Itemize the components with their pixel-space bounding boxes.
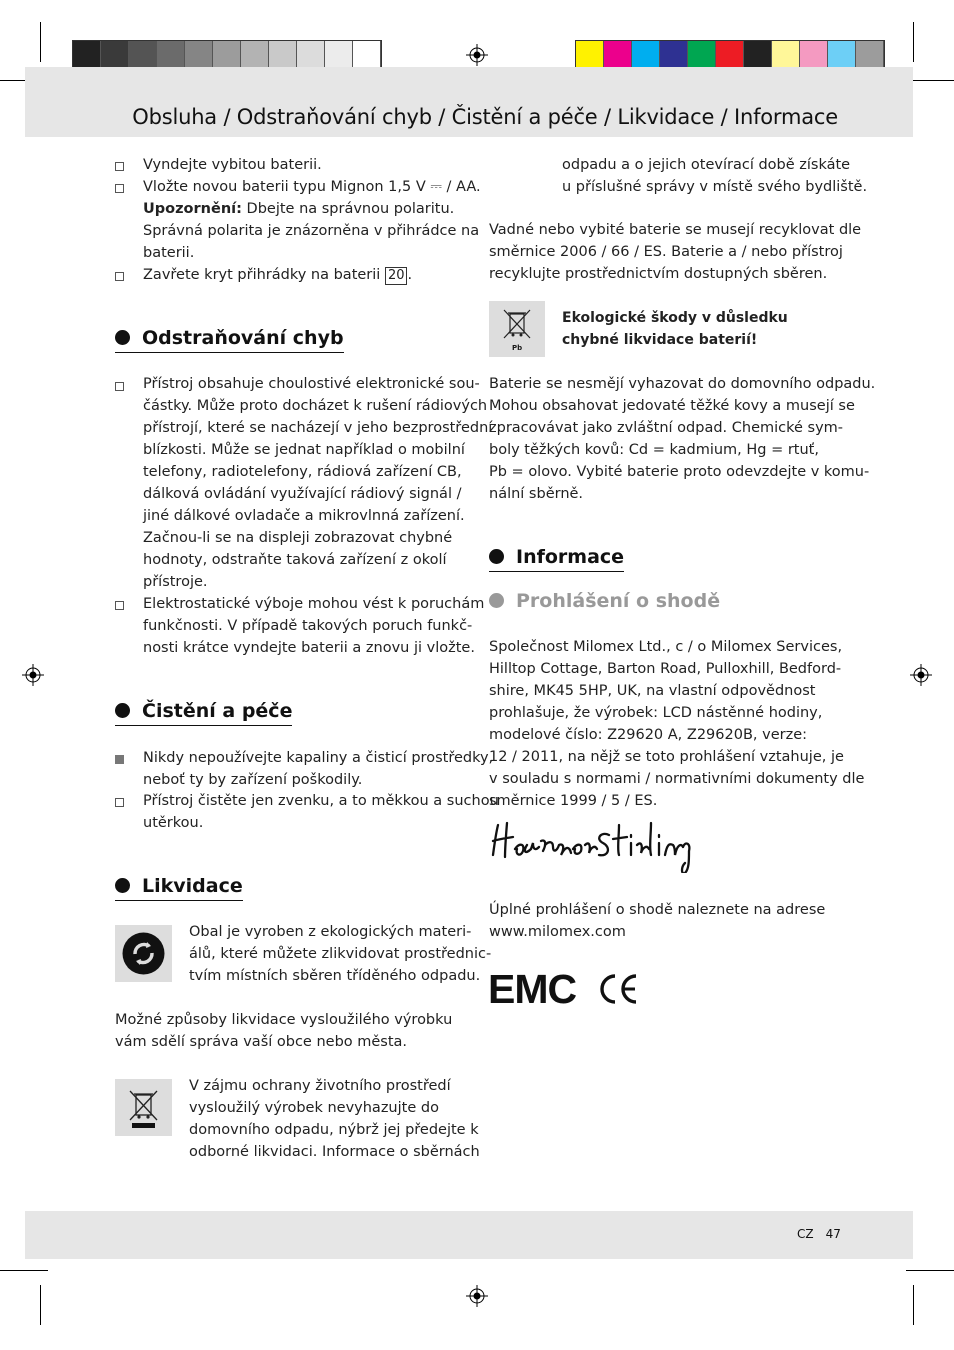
list-bullet	[115, 798, 124, 807]
list-bullet	[115, 601, 124, 610]
text-line: Přístroj obsahuje choulostivé elektronické sou-	[143, 376, 480, 392]
heading-information	[489, 546, 624, 572]
website-text: www.milomex.com	[489, 924, 626, 940]
text-line: funkčnosti. V případě takových poruch funkč-	[143, 618, 473, 634]
text-line: Vadné nebo vybité baterie se musejí recyklovat dle	[489, 222, 862, 238]
list-item: Vyndejte vybitou baterii.	[143, 157, 322, 173]
text-line: recyklujte prostřednictvím dostupných sběren.	[489, 266, 828, 282]
text-line: Začnou-li se na displeji zobrazovat chybné	[143, 530, 453, 546]
crop-mark	[913, 22, 914, 62]
gray-swatch	[325, 41, 353, 70]
registration-mark-icon	[466, 44, 488, 66]
gray-swatch	[353, 41, 381, 70]
list-item	[143, 264, 412, 286]
text-line: V zájmu ochrany životního prostředí	[189, 1078, 451, 1094]
bullet-dot-icon	[489, 593, 504, 608]
heading-cleaning	[115, 700, 292, 726]
color-swatch	[576, 41, 604, 70]
text-line: álů, které můžete zlikvidovat prostřednic-	[189, 946, 492, 962]
list-bullet	[115, 755, 124, 764]
color-swatch	[772, 41, 800, 70]
warning-label: Upozornění:	[143, 201, 242, 217]
pb-label: Pb	[512, 344, 523, 352]
warning-line: Dbejte na správnou polaritu.	[246, 201, 455, 217]
bullet-dot-icon	[115, 330, 130, 345]
color-swatch	[800, 41, 828, 70]
text-line: Hilltop Cottage, Barton Road, Pulloxhill, Bedford-	[489, 661, 842, 677]
eco-warning-line: Ekologické škody v důsledku	[562, 310, 788, 326]
list-bullet	[115, 162, 124, 171]
part-reference: 20	[385, 267, 408, 285]
eco-warning-line: chybné likvidace baterií!	[562, 332, 758, 348]
warning-text	[143, 198, 454, 220]
text-line: nální sběrně.	[489, 486, 584, 502]
color-swatch	[828, 41, 856, 70]
color-swatch	[604, 41, 632, 70]
text-line: Mohou obsahovat jedovaté těžké kovy a musejí se	[489, 398, 855, 414]
heading-troubleshooting	[115, 327, 344, 353]
color-swatch	[660, 41, 688, 70]
color-swatch	[632, 41, 660, 70]
page-title: Obsluha / Odstraňování chyb / Čistění a péče / Likvidace / Informace	[132, 105, 838, 129]
gray-swatch	[241, 41, 269, 70]
green-dot-icon	[115, 925, 172, 982]
text-line: domovního odpadu, nýbrž jej předejte k	[189, 1122, 479, 1138]
text-line: Přístroj čistěte jen zvenku, a to měkkou a suchou	[143, 793, 499, 809]
gray-swatch	[157, 41, 185, 70]
text-line: vám sdělí správa vaší obce nebo města.	[115, 1034, 408, 1050]
text-line: v souladu s normami / normativními dokumenty dle	[489, 771, 865, 787]
text-line: směrnice 1999 / 5 / ES.	[489, 793, 658, 809]
text-line: Nikdy nepoužívejte kapaliny a čisticí prostředky,	[143, 750, 494, 766]
language-code: CZ	[797, 1227, 814, 1241]
footer-band	[25, 1211, 913, 1259]
crop-mark	[913, 1285, 914, 1325]
text-line: shire, MK45 5HP, UK, na vlastní odpovědnost	[489, 683, 816, 699]
gray-swatch	[269, 41, 297, 70]
text-line: utěrkou.	[143, 815, 204, 831]
text-line: Baterie se nesmějí vyhazovat do domovního odpadu.	[489, 376, 876, 392]
list-item-suffix: .	[407, 267, 413, 283]
battery-bin-icon	[489, 301, 545, 357]
text-line: 12 / 2011, na nějž se toto prohlášení vztahuje, je	[489, 749, 844, 765]
crop-mark	[906, 80, 954, 81]
list-bullet	[115, 272, 124, 281]
crossed-bin-icon	[115, 1079, 172, 1136]
crop-mark	[0, 1270, 48, 1271]
heading-text: Odstraňování chyb	[142, 327, 344, 349]
text-line: u příslušné správy v místě svého bydliště.	[562, 179, 868, 195]
signature	[489, 815, 749, 873]
warning-line: baterii.	[143, 245, 195, 261]
signature-text: Heather Stirling	[489, 815, 497, 816]
text-line: nosti krátce vyndejte baterii a znovu ji vložte.	[143, 640, 475, 656]
text-line: odborné likvidaci. Informace o sběrnách	[189, 1144, 480, 1160]
crop-mark	[40, 22, 41, 62]
list-item-text: Zavřete kryt přihrádky na baterii	[143, 267, 381, 283]
registration-mark-icon	[22, 664, 44, 686]
text-line: Společnost Milomex Ltd., c / o Milomex Services,	[489, 639, 843, 655]
gray-swatch	[185, 41, 213, 70]
ce-mark-icon	[596, 972, 640, 1006]
heading-disposal	[115, 875, 243, 901]
gray-swatch	[73, 41, 101, 70]
text-line: zpracovávat jako zvláštní odpad. Chemické sym-	[489, 420, 844, 436]
text-line: hodnoty, odstraňte taková zařízení z okolí	[143, 552, 447, 568]
warning-line: Správná polarita je znázorněna v přihrádce na	[143, 223, 480, 239]
gray-swatch	[101, 41, 129, 70]
registration-mark-icon	[910, 664, 932, 686]
text-line: tvím místních sběren tříděného odpadu.	[189, 968, 481, 984]
page-number: 47	[825, 1227, 841, 1241]
text-line: neboť ty by zařízení poškodily.	[143, 772, 363, 788]
text-line: Úplné prohlášení o shodě naleznete na adrese	[489, 902, 826, 918]
list-item: Vložte novou baterii typu Mignon 1,5 V ⎓ / AA.	[143, 179, 481, 195]
gray-swatch	[297, 41, 325, 70]
text-line: vysloužilý výrobek nevyhazujte do	[189, 1100, 439, 1116]
text-line: Obal je vyroben z ekologických materi-	[189, 924, 472, 940]
crop-mark	[906, 1270, 954, 1271]
list-bullet	[115, 382, 124, 391]
list-bullet	[115, 184, 124, 193]
text-line: prohlašuje, že výrobek: LCD nástěnné hodiny,	[489, 705, 823, 721]
text-line: dálková ovládání využívající rádiový signál /	[143, 486, 462, 502]
crop-mark	[40, 1285, 41, 1325]
text-line: přístroje.	[143, 574, 208, 590]
heading-text: Prohlášení o shodě	[516, 590, 721, 612]
bullet-dot-icon	[115, 703, 130, 718]
color-swatch	[716, 41, 744, 70]
text-line: Elektrostatické výboje mohou vést k poruchám	[143, 596, 485, 612]
page-footer	[797, 1227, 853, 1241]
text-line: směrnice 2006 / 66 / ES. Baterie a / nebo přístroj	[489, 244, 843, 260]
text-line: blízkosti. Může se jednat například o mobilní	[143, 442, 465, 458]
heading-conformity	[489, 590, 720, 615]
text-line: modelové číslo: Z29620 A, Z29620B, verze:	[489, 727, 807, 743]
text-line: částky. Může proto docházet k rušení rádiových	[143, 398, 488, 414]
text-line: Pb = olovo. Vybité baterie proto odevzdejte v komu-	[489, 464, 870, 480]
text-line: Možné způsoby likvidace vysloužilého výrobku	[115, 1012, 453, 1028]
heading-text: Likvidace	[142, 875, 243, 897]
bullet-dot-icon	[115, 878, 130, 893]
color-swatch	[744, 41, 772, 70]
text-line: odpadu a o jejich otevírací době získáte	[562, 157, 851, 173]
heading-text: Informace	[516, 546, 625, 568]
gray-swatch	[129, 41, 157, 70]
text-line: přístrojí, které se nacházejí v jeho bezprostřední	[143, 420, 493, 436]
bullet-dot-icon	[489, 549, 504, 564]
color-swatch	[856, 41, 884, 70]
emc-logo: EMC	[488, 966, 577, 1012]
color-swatch	[688, 41, 716, 70]
text-line: jiné dálkové ovladače a mikrovlnná zařízení.	[143, 508, 465, 524]
text-line: boly těžkých kovů: Cd = kadmium, Hg = rtuť,	[489, 442, 819, 458]
text-line: telefony, radiotelefony, rádiová zařízení CB,	[143, 464, 462, 480]
registration-mark-icon	[466, 1285, 488, 1307]
gray-swatch	[213, 41, 241, 70]
heading-text: Čistění a péče	[142, 700, 293, 722]
